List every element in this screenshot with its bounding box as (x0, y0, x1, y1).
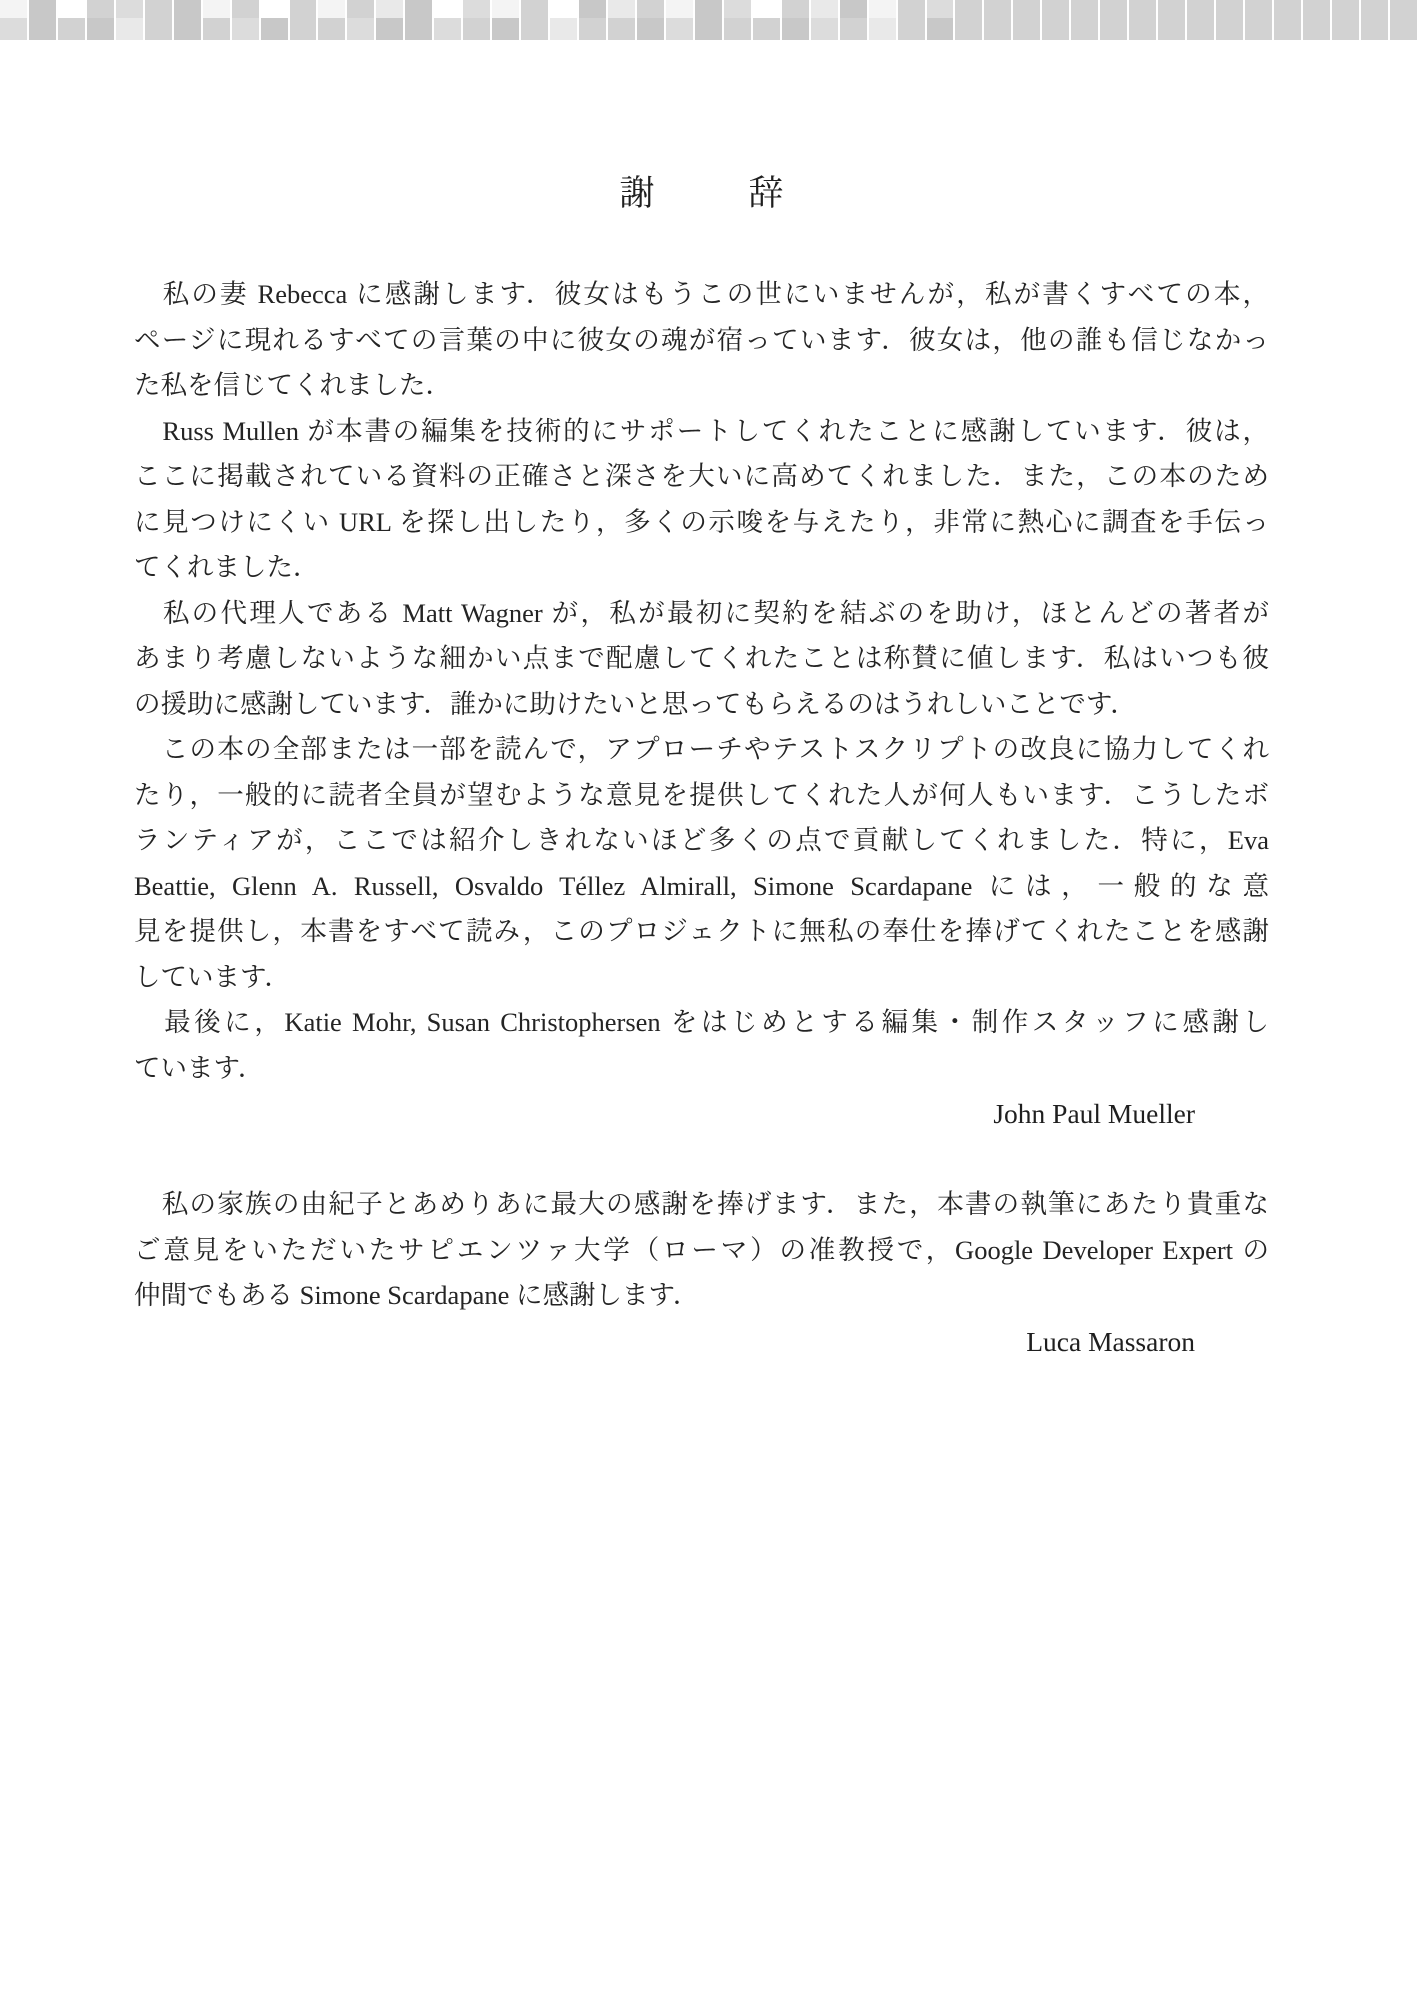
page-edge-bar (492, 0, 519, 40)
text-line: 私の妻 Rebecca に感謝します．彼女はもうこの世にいませんが，私が書くすべての本， (134, 279, 1269, 309)
page-edge-bar (955, 0, 982, 40)
text-line: 見を提供し，本書をすべて読み，このプロジェクトに無私の奉仕を捧げてくれたことを感謝 (134, 916, 1269, 946)
page-edge-bar (753, 0, 780, 40)
page-edge-bar (695, 0, 722, 40)
text-line: Russ Mullen が本書の編集を技術的にサポートしてくれたことに感謝しています．彼は， (134, 415, 1269, 446)
page-edge-bar (1158, 0, 1185, 40)
text-line: た私を信じてくれました． (134, 370, 452, 400)
blank-line (134, 1137, 1269, 1183)
page-edge-bar (1361, 0, 1388, 40)
signature-luca-massaron: Luca Massaron (1026, 1325, 1195, 1357)
page-edge-bar (318, 0, 345, 40)
page-edge-bar (0, 0, 27, 40)
page-edge-bar (724, 0, 751, 40)
page-edge-bar (1187, 0, 1214, 40)
page-edge-bar (261, 0, 288, 40)
page-edge-bar (1216, 0, 1243, 40)
page-edge-bar (811, 0, 838, 40)
text-line: 最後に，Katie Mohr, Susan Christophersen をはじめとする編集・制作スタッフに感謝し (134, 1007, 1269, 1037)
page-edge-bar (232, 0, 259, 40)
page-edge-bar (579, 0, 606, 40)
page-edge-bar (1390, 0, 1417, 40)
text-line: ランティアが，ここでは紹介しきれないほど多くの点で貢献してくれました．特に，Eva (134, 825, 1269, 855)
text-line: 私の家族の由紀子とあめりあに最大の感謝を捧げます．また，本書の執筆にあたり貴重な (134, 1189, 1269, 1219)
page-edge-bar (1245, 0, 1272, 40)
text-line: 私の代理人である Matt Wagner が，私が最初に契約を結ぶのを助け，ほとんどの著者が (134, 597, 1269, 628)
page-edge-bar (869, 0, 896, 40)
page-edge-bar (376, 0, 403, 40)
page-edge-bar (1129, 0, 1156, 40)
page-edge-bar (29, 0, 56, 40)
page-edge-bar (550, 0, 577, 40)
page-edge-bar (1274, 0, 1301, 40)
text-line: ここに掲載されている資料の正確さと深さを大いに高めてくれました．また，この本のため (134, 461, 1269, 491)
text-line: あまり考慮しないような細かい点まで配慮してくれたことは称賛に値します．私はいつも彼 (134, 643, 1269, 673)
page-edge-strip (0, 0, 1417, 40)
page-edge-bar (521, 0, 548, 40)
page-edge-bar (840, 0, 867, 40)
page-edge-bar (347, 0, 374, 40)
text-line: たり，一般的に読者全員が望むような意見を提供してくれた人が何人もいます．こうしたボ (134, 779, 1269, 810)
page-edge-bar (1042, 0, 1069, 40)
page-edge-bar (1303, 0, 1330, 40)
page-edge-bar (1332, 0, 1359, 40)
page-edge-bar (637, 0, 664, 40)
text-line: に見つけにくい URL を探し出したり，多くの示唆を与えたり，非常に熱心に調査を手伝っ (134, 506, 1269, 537)
page-title-char-right: 辞 (748, 174, 784, 213)
page-edge-bar (666, 0, 693, 40)
page-edge-bar (58, 0, 85, 40)
text-line: Beattie, Glenn A. Russell, Osvaldo Téllez Almirall, Simone Scardapane には，一般的な意 (134, 870, 1269, 901)
page-edge-bar (1071, 0, 1098, 40)
text-line: しています． (134, 961, 291, 992)
text-line: ご意見をいただいたサピエンツァ大学（ローマ）の准教授で，Google Developer Expert の (134, 1234, 1269, 1265)
page-edge-bar (116, 0, 143, 40)
text-line: てくれました． (134, 552, 320, 582)
page-edge-bar (608, 0, 635, 40)
page-edge-bar (463, 0, 490, 40)
page-title-char-left: 謝 (619, 174, 655, 213)
page-edge-bar (984, 0, 1011, 40)
text-line: 仲間でもある Simone Scardapane に感謝します． (134, 1280, 700, 1310)
text-line: の援助に感謝しています．誰かに助けたいと思ってもらえるのはうれしいことです． (134, 688, 1137, 719)
page-edge-bar (1100, 0, 1127, 40)
page-edge-bar (145, 0, 172, 40)
page-edge-bar (174, 0, 201, 40)
page-title (134, 166, 1269, 216)
page-edge-bar (1013, 0, 1040, 40)
text-line: ページに現れるすべての言葉の中に彼女の魂が宿っています．彼女は，他の誰も信じなかっ (134, 324, 1269, 355)
text-line: この本の全部または一部を読んで，アプローチやテストスクリプトの改良に協力してくれ (134, 734, 1269, 764)
body-text (134, 272, 1269, 1364)
page-edge-bar (898, 0, 925, 40)
page-edge-bar (405, 0, 432, 40)
page-edge-bar (434, 0, 461, 40)
page-edge-bar (87, 0, 114, 40)
text-line: ています． (134, 1052, 265, 1083)
page-edge-bar (927, 0, 954, 40)
page-edge-bar (203, 0, 230, 40)
signature-john-paul-mueller: John Paul Mueller (993, 1098, 1195, 1129)
page-edge-bar (782, 0, 809, 40)
page-edge-bar (290, 0, 317, 40)
